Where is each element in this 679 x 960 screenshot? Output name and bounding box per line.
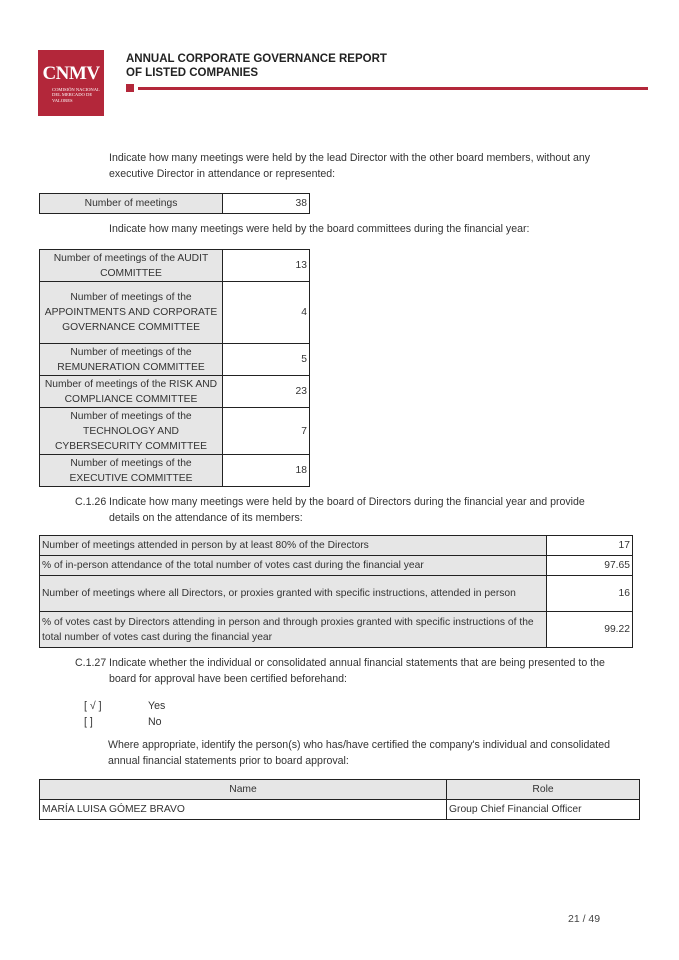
attendance-value: 16 [547,576,633,612]
committee-label: Number of meetings of the RISK AND COMPLIANCE COMMITTEE [40,376,223,408]
attendance-label: Number of meetings attended in person by at least 80% of the Directors [40,536,547,556]
committee-value: 13 [223,250,310,282]
attendance-label: % of votes cast by Directors attending in person and through proxies granted with specific instructions of the total number of votes cast during the financial year [40,612,547,648]
lead-director-table [39,193,310,214]
committees-table [39,249,310,487]
certifier-name: MARÍA LUISA GÓMEZ BRAVO [40,800,447,820]
committee-value: 4 [223,282,310,344]
logo-subtext: COMISIÓN NACIONAL DEL MERCADO DE VALORES [52,87,100,103]
attendance-value: 97.65 [547,556,633,576]
no-checkbox: [ ] [84,716,93,728]
certifier-role: Group Chief Financial Officer [447,800,640,820]
committee-value: 5 [223,344,310,376]
certifier-table [39,779,640,820]
section-number: C.1.26 [75,496,107,508]
report-title [126,52,387,80]
role-column-header: Role [447,780,640,800]
cnmv-logo [38,50,104,116]
header-accent-line [138,87,648,90]
header-accent-square [126,84,134,92]
c127-question: Indicate whether the individual or consolidated annual financial statements that are being presented to the board for approval have been certified beforehand: [109,657,605,685]
attendance-value: 17 [547,536,633,556]
lead-director-value: 38 [223,194,310,214]
no-label: No [148,716,162,728]
certifier-question: Where appropriate, identify the person(s) who has/have certified the company's individual and consolidated annual financial statements prior to board approval: [108,739,610,767]
committee-value: 7 [223,408,310,455]
c126-question: Indicate how many meetings were held by the board of Directors during the financial year and provide details on the attendance of its members: [109,496,585,524]
attendance-value: 99.22 [547,612,633,648]
committee-label: Number of meetings of the AUDIT COMMITTEE [40,250,223,282]
section-number: C.1.27 [75,657,107,669]
report-title-line2: OF LISTED COMPANIES [126,67,259,79]
committee-value: 18 [223,455,310,487]
committee-value: 23 [223,376,310,408]
name-column-header: Name [40,780,447,800]
lead-director-label: Number of meetings [40,194,223,214]
yes-checkbox: [ √ ] [84,700,102,712]
committee-label: Number of meetings of the TECHNOLOGY AND CYBERSECURITY COMMITTEE [40,408,223,455]
yes-label: Yes [148,700,166,712]
report-title-line1: ANNUAL CORPORATE GOVERNANCE REPORT [126,53,387,65]
attendance-label: Number of meetings where all Directors, or proxies granted with specific instructions, attended in person [40,576,547,612]
board-attendance-table [39,535,633,648]
committee-label: Number of meetings of the REMUNERATION COMMITTEE [40,344,223,376]
committee-label: Number of meetings of the APPOINTMENTS AND CORPORATE GOVERNANCE COMMITTEE [40,282,223,344]
committee-label: Number of meetings of the EXECUTIVE COMMITTEE [40,455,223,487]
lead-director-question: Indicate how many meetings were held by the lead Director with the other board members, without any executive Director in attendance or represented: [109,152,591,180]
committees-question: Indicate how many meetings were held by the board committees during the financial year: [109,223,530,235]
logo-text: CNMV [42,63,100,84]
page-number: 21 / 49 [568,913,601,925]
attendance-label: % of in-person attendance of the total number of votes cast during the financial year [40,556,547,576]
